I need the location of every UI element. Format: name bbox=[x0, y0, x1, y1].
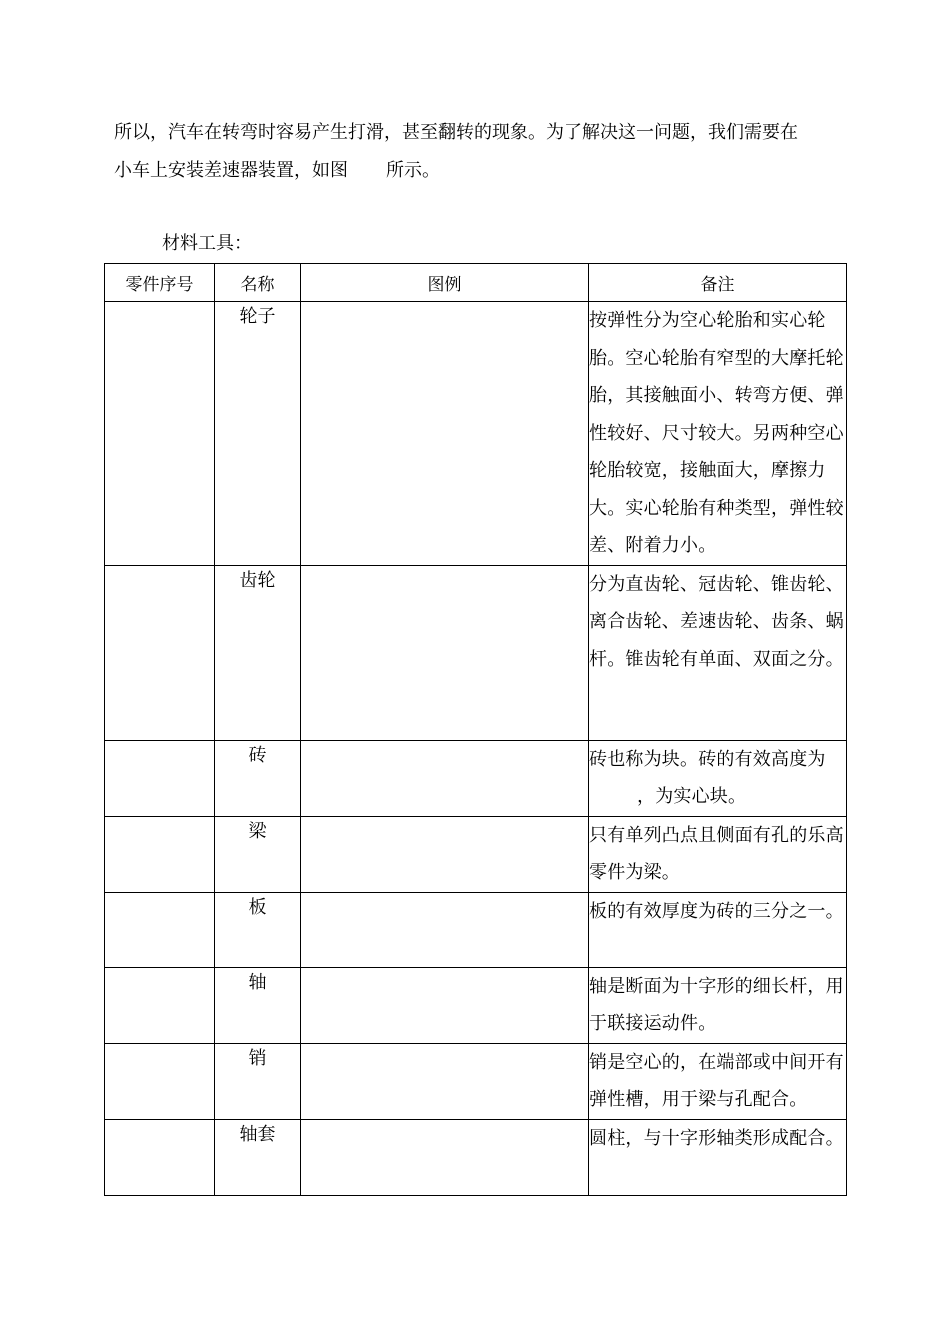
name-cell: 齿轮 bbox=[215, 565, 301, 740]
name-cell: 轴 bbox=[215, 967, 301, 1043]
note-cell: 分为直齿轮、冠齿轮、锥齿轮、离合齿轮、差速齿轮、齿条、蜗杆。锥齿轮有单面、双面之分。 bbox=[589, 565, 847, 740]
seq-cell bbox=[105, 302, 215, 566]
figure-cell bbox=[301, 892, 589, 967]
note-cell: 按弹性分为空心轮胎和实心轮胎。空心轮胎有窄型的大摩托轮胎，其接触面小、转弯方便、弹性较好、尺寸较大。另两种空心轮胎较宽，接触面大，摩擦力大。实心轮胎有种类型，弹性较差、附着力小。 bbox=[589, 302, 847, 566]
table-row bbox=[105, 1043, 847, 1119]
intro-paragraph bbox=[114, 114, 844, 190]
figure-cell bbox=[301, 967, 589, 1043]
intro-line-1: 所以，汽车在转弯时容易产生打滑，甚至翻转的现象。为了解决这一问题，我们需要在 bbox=[114, 122, 798, 143]
seq-cell bbox=[105, 1043, 215, 1119]
name-cell: 梁 bbox=[215, 816, 301, 892]
figure-cell bbox=[301, 1119, 589, 1195]
name-cell: 轮子 bbox=[215, 302, 301, 566]
note-cell: 板的有效厚度为砖的三分之一。 bbox=[589, 892, 847, 967]
name-cell: 轴套 bbox=[215, 1119, 301, 1195]
seq-cell bbox=[105, 1119, 215, 1195]
table-row bbox=[105, 740, 847, 816]
figure-cell bbox=[301, 565, 589, 740]
name-cell: 销 bbox=[215, 1043, 301, 1119]
figure-cell bbox=[301, 302, 589, 566]
table-header-row bbox=[105, 264, 847, 302]
seq-cell bbox=[105, 892, 215, 967]
figure-cell bbox=[301, 816, 589, 892]
note-text-b: ，为实心块。 bbox=[637, 786, 747, 807]
seq-cell bbox=[105, 967, 215, 1043]
name-cell: 板 bbox=[215, 892, 301, 967]
parts-table bbox=[104, 263, 847, 1196]
intro-line-2a: 小车上安装差速器装置，如图 bbox=[114, 160, 348, 181]
table-row bbox=[105, 816, 847, 892]
header-note: 备注 bbox=[589, 264, 847, 302]
materials-label: 材料工具： bbox=[162, 233, 252, 254]
figure-cell bbox=[301, 740, 589, 816]
note-cell: 圆柱，与十字形轴类形成配合。 bbox=[589, 1119, 847, 1195]
table-row bbox=[105, 967, 847, 1043]
table-row bbox=[105, 892, 847, 967]
note-cell: 只有单列凸点且侧面有孔的乐高零件为梁。 bbox=[589, 816, 847, 892]
note-cell bbox=[589, 740, 847, 816]
header-name: 名称 bbox=[215, 264, 301, 302]
header-figure: 图例 bbox=[301, 264, 589, 302]
seq-cell bbox=[105, 565, 215, 740]
table-row bbox=[105, 565, 847, 740]
note-cell: 销是空心的，在端部或中间开有弹性槽，用于梁与孔配合。 bbox=[589, 1043, 847, 1119]
figure-cell bbox=[301, 1043, 589, 1119]
table-row bbox=[105, 1119, 847, 1195]
header-seq: 零件序号 bbox=[105, 264, 215, 302]
intro-line-2b: 所示。 bbox=[386, 160, 440, 181]
table-row bbox=[105, 302, 847, 566]
seq-cell bbox=[105, 816, 215, 892]
seq-cell bbox=[105, 740, 215, 816]
note-cell: 轴是断面为十字形的细长杆，用于联接运动件。 bbox=[589, 967, 847, 1043]
note-text-a: 砖也称为块。砖的有效高度为 bbox=[589, 748, 826, 770]
name-cell: 砖 bbox=[215, 740, 301, 816]
